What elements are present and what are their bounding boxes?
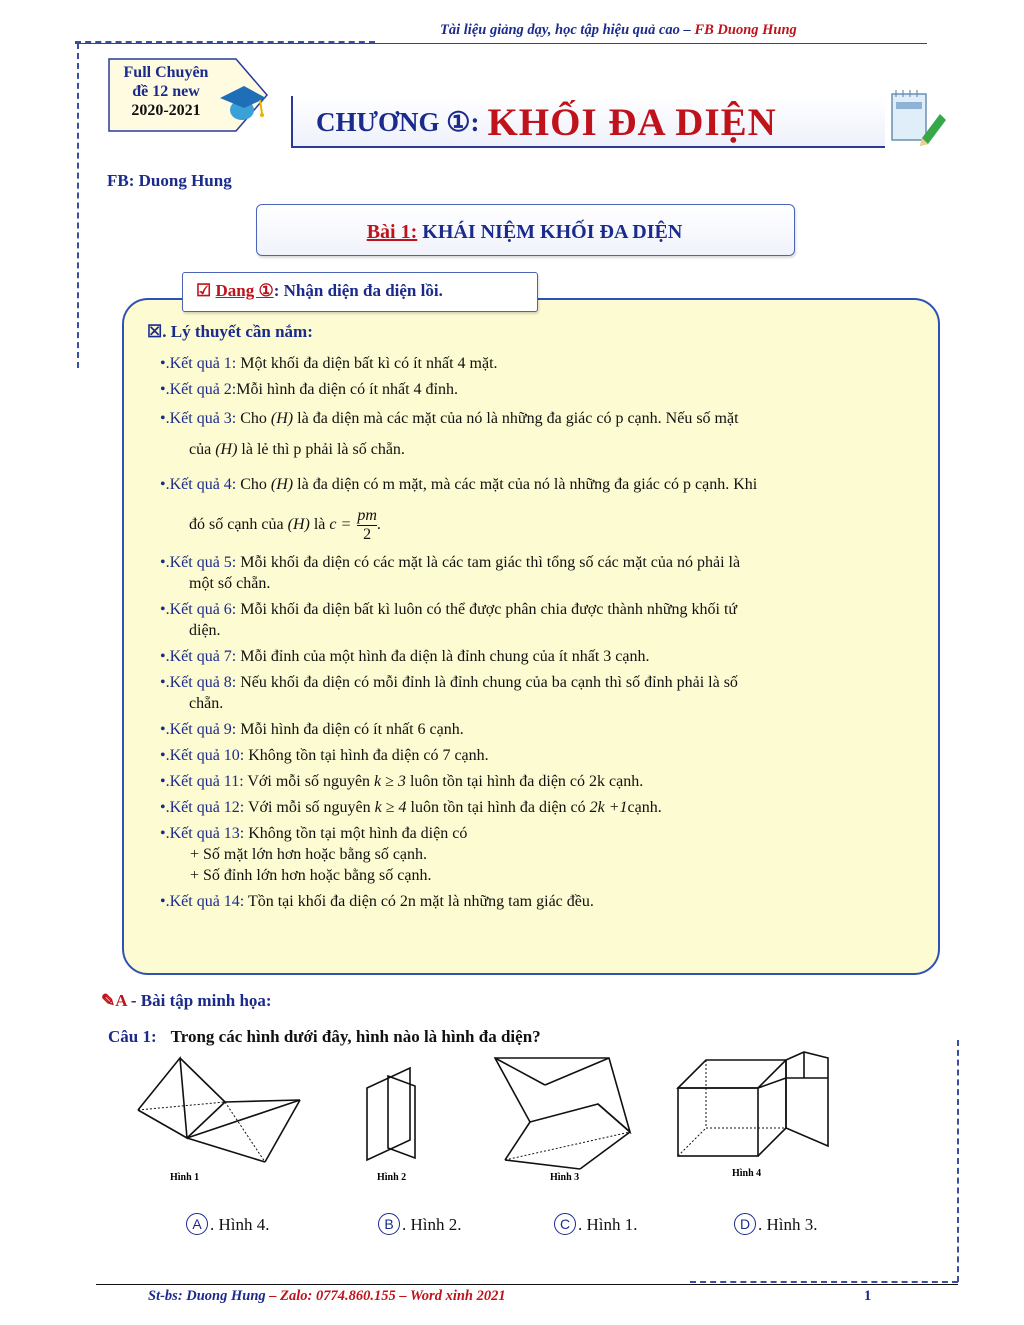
theory-list [160,353,915,917]
dashed-border-bottom [690,1281,958,1283]
svg-text:Hình 4: Hình 4 [732,1168,762,1179]
theory-title: ☒. Lý thuyết cần nắm: [147,322,313,341]
list-item: •.Kết quả 2:Mỗi hình đa diện có ít nhất 4 đỉnh. [160,381,458,398]
option-b[interactable]: B . Hình 2. [378,1213,462,1235]
header-rule [75,43,927,44]
figure-3 [485,1050,645,1185]
list-item: •.Kết quả 5: Mỗi khối đa diện có các mặt là các tam giác thì tổng số các mặt của nó phải là một số chẵn. [160,554,741,592]
question-1: Câu 1: Trong các hình dưới đây, hình nào là hình đa diện? [108,1027,541,1046]
dashed-border-right [957,1040,959,1282]
list-item: •.Kết quả 1: Một khối đa diện bất kì có ít nhất 4 mặt. [160,355,498,372]
option-c[interactable]: C . Hình 1. [554,1213,638,1235]
dashed-border-top [75,41,375,43]
list-item: •.Kết quả 10: Không tồn tại hình đa diện có 7 cạnh. [160,747,489,764]
list-item: •.Kết quả 14: Tồn tại khối đa diện có 2n mặt là những tam giác đều. [160,893,594,910]
page-header: Tài liệu giảng dạy, học tập hiệu quả cao – FB Duong Hung [440,22,797,38]
list-item: •.Kết quả 13: Không tồn tại một hình đa diện có + Số mặt lớn hơn hoặc bằng số cạnh. + Số đỉnh lớn hơn hoặc bằng số cạnh. [160,825,468,884]
svg-text:Hình 3: Hình 3 [550,1172,580,1183]
figure-1 [130,1050,310,1185]
fb-author: FB: Duong Hung [107,171,232,190]
option-d[interactable]: D . Hình 3. [734,1213,818,1235]
list-item: •.Kết quả 4: Cho (H) là đa diện có m mặt, mà các mặt của nó là những đa giác có p cạnh. Khi đó số cạnh của (H) là c = $\frac{pm}{2}$ . [160,476,758,543]
lesson-title: Bài 1: KHÁI NIỆM KHỐI ĐA DIỆN [366,221,683,243]
footer-rule [96,1284,958,1285]
list-item: •.Kết quả 6: Mỗi khối đa diện bất kì luôn có thể được phân chia được thành những khối tứ diện. [160,601,738,639]
option-a[interactable]: A . Hình 4. [186,1213,270,1235]
option-letter: A [186,1213,208,1235]
figure-2 [355,1050,435,1185]
checkbox-icon: ☑ [196,281,212,300]
dang-title: ☑ Dang ①: Nhận diện đa diện lồi. [196,281,443,300]
chapter-title: CHƯƠNG ①: KHỐI ĐA DIỆN [316,101,777,144]
list-item: •.Kết quả 3: Cho (H) là đa diện mà các mặt của nó là những đa giác có p cạnh. Nếu số mặt của (H) là lẻ thì p phải là số chẵn. [160,410,739,458]
page-footer: St-bs: Duong Hung – Zalo: 0774.860.155 – Word xinh 2021 [148,1288,506,1304]
pencil-icon: ✎ [101,991,116,1010]
page-number: 1 [864,1288,872,1304]
graduation-cap-icon [218,82,268,128]
option-letter: B [378,1213,400,1235]
option-letter: C [554,1213,576,1235]
notebook-icon [886,88,948,148]
option-letter: D [734,1213,756,1235]
figure-4 [668,1048,838,1183]
list-item: •.Kết quả 8: Nếu khối đa diện có mỗi đỉnh là đỉnh chung của ba cạnh thì số đỉnh phải là số chẵn. [160,674,738,712]
list-item: •.Kết quả 11: Với mỗi số nguyên k ≥ 3 luôn tồn tại hình đa diện có 2k cạnh. [160,773,644,790]
list-item: •.Kết quả 7: Mỗi đỉnh của một hình đa diện là đỉnh chung của ít nhất 3 cạnh. [160,648,650,665]
dashed-border-left [77,43,79,368]
svg-text:Hình 1: Hình 1 [170,1172,200,1183]
chapter-tag-text: Full Chuyên đề 12 new 2020-2021 [123,64,209,119]
list-item: •.Kết quả 12: Với mỗi số nguyên k ≥ 4 luôn tồn tại hình đa diện có 2k +1cạnh. [160,799,662,816]
list-item: •.Kết quả 9: Mỗi hình đa diện có ít nhất 6 cạnh. [160,721,464,738]
svg-text:Hình 2: Hình 2 [377,1172,407,1183]
exercise-section-title: ✎A - Bài tập minh họa: [101,991,272,1010]
